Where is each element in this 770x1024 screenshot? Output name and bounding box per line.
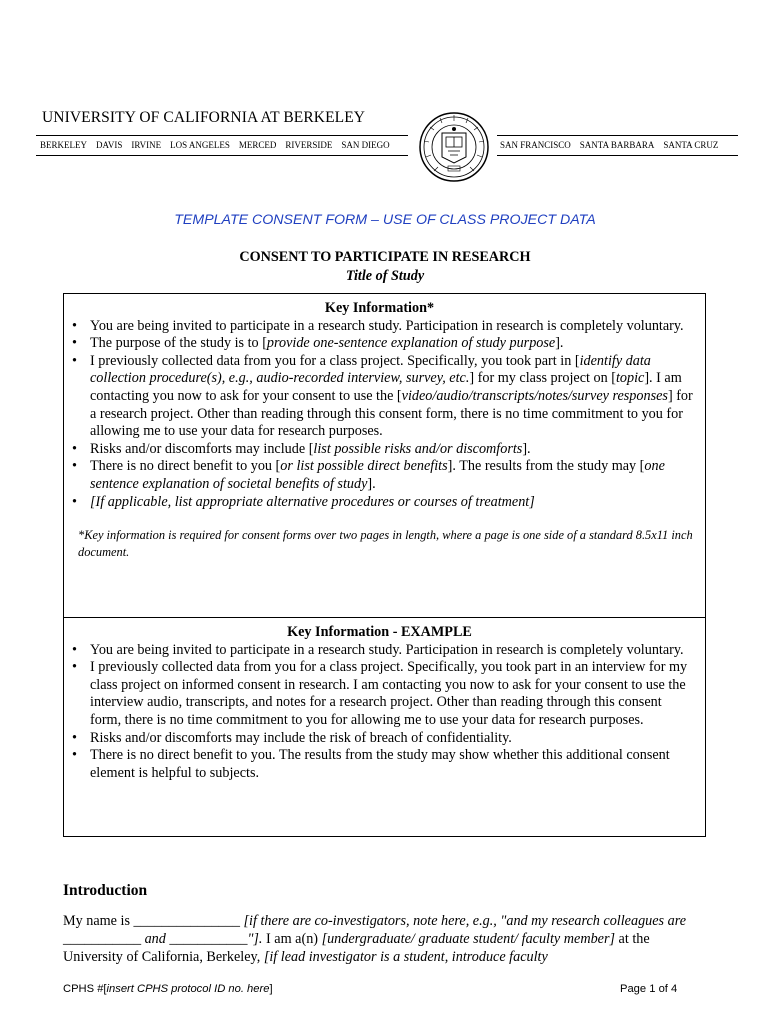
campus-name: DAVIS	[96, 140, 123, 150]
campus-name: BERKELEY	[40, 140, 87, 150]
campus-list-left	[40, 140, 399, 150]
key-information-heading: Key Information*	[324, 300, 435, 316]
list-item: • You are being invited to participate in a research study. Participation in research is completely voluntary.	[72, 641, 684, 658]
campus-name: MERCED	[238, 140, 277, 150]
header-rule-right-bottom	[497, 155, 738, 156]
key-information-note: *Key information is required for consent forms over two pages in length, where a page is one side of a standard 8.5x11 inch document.	[78, 528, 693, 560]
bullet-icon: •	[72, 352, 77, 369]
campus-name: SANTA BARBARA	[579, 140, 655, 150]
key-information-example-list	[64, 642, 695, 783]
campus-name: LOS ANGELES	[170, 140, 230, 150]
bullet-icon: •	[72, 747, 77, 764]
campus-name: IRVINE	[131, 140, 162, 150]
introduction-heading: Introduction	[63, 882, 148, 899]
key-information-list	[64, 318, 695, 512]
campus-name: SAN FRANCISCO	[500, 140, 571, 150]
list-item: • [If applicable, list appropriate alternative procedures or courses of treatment]	[72, 493, 535, 510]
header-rule-left-bottom	[36, 155, 408, 156]
university-seal-icon	[418, 111, 490, 183]
bullet-icon: •	[72, 493, 77, 510]
list-item: • Risks and/or discomforts may include the risk of breach of confidentiality.	[72, 729, 512, 746]
list-item: • I previously collected data from you for a class project. Specifically, you took part in an interview for my class project on informed consent in research. I am contacting you now to ask for your consent to use the interview audio, transcripts, and notes for a research project. Other than reading through this consent form, there is no time commitment to you for allowing me to use your data for research purposes.	[72, 659, 688, 728]
study-title: Title of Study	[345, 268, 425, 284]
key-information-example-box	[63, 617, 706, 837]
bullet-icon: •	[72, 659, 77, 676]
campus-name: RIVERSIDE	[285, 140, 333, 150]
list-item: • The purpose of the study is to [provide one-sentence explanation of study purpose].	[72, 335, 564, 352]
key-information-example-heading: Key Information - EXAMPLE	[287, 624, 472, 640]
bullet-icon: •	[72, 317, 77, 334]
introduction-paragraph: My name is _______________ [if there are co-investigators, note here, e.g., "and my research colleagues are ___________ and ___________"]. I am a(n) [undergraduate/ graduate student/ faculty member] at the University of California, Berkeley, [if lead investigator is a student, introduce faculty	[63, 913, 687, 965]
bullet-icon: •	[72, 729, 77, 746]
bullet-icon: •	[72, 458, 77, 475]
bullet-icon: •	[72, 440, 77, 457]
university-name: UNIVERSITY OF CALIFORNIA AT BERKELEY	[42, 109, 366, 126]
campus-name: SAN DIEGO	[341, 140, 390, 150]
list-item: • Risks and/or discomforts may include [list possible risks and/or discomforts].	[72, 440, 531, 457]
key-information-box	[63, 293, 706, 618]
list-item: • You are being invited to participate in a research study. Participation in research is completely voluntary.	[72, 317, 684, 334]
bullet-icon: •	[72, 335, 77, 352]
header-rule-right-top	[497, 135, 738, 136]
header-rule-left-top	[36, 135, 408, 136]
list-item: • I previously collected data from you for a class project. Specifically, you took part in [identify data collection procedure(s), e.g., audio-recorded interview, survey, etc.] for my class project on [topic]. I am contacting you now to ask for your consent to use the [video/audio/transcripts/notes/survey responses] for a research project. Other than reading through this consent form, there is no time commitment to you for allowing me to use your data for research purposes.	[72, 352, 693, 440]
campus-name: SANTA CRUZ	[663, 140, 719, 150]
list-item: • There is no direct benefit to you. The results from the study may show whether this additional consent element is helpful to subjects.	[72, 747, 670, 781]
protocol-number: CPHS #[insert CPHS protocol ID no. here]	[63, 983, 273, 995]
bullet-icon: •	[72, 641, 77, 658]
template-title: TEMPLATE CONSENT FORM – USE OF CLASS PROJECT DATA	[174, 212, 596, 228]
list-item: • There is no direct benefit to you [or list possible direct benefits]. The results from the study may [one sentence explanation of societal benefits of study].	[72, 458, 665, 492]
page-number: Page 1 of 4	[620, 983, 678, 995]
consent-title: CONSENT TO PARTICIPATE IN RESEARCH	[239, 249, 531, 265]
campus-list-right	[500, 140, 727, 150]
